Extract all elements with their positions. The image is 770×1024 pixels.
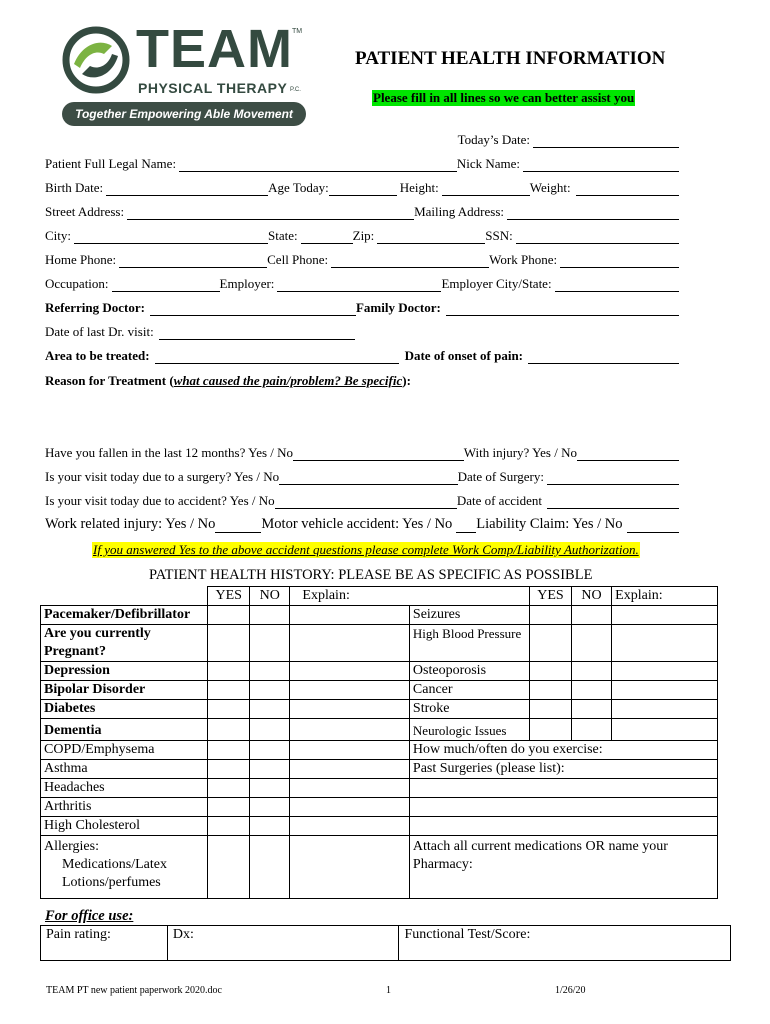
yes-header-right: YES	[530, 587, 572, 606]
explain-cell[interactable]	[290, 798, 410, 817]
medications-label[interactable]: Attach all current medications OR name your Pharmacy:	[409, 836, 717, 899]
row-fallen	[45, 443, 679, 461]
fallen-field[interactable]	[293, 447, 464, 461]
condition-label: High Cholesterol	[41, 817, 208, 836]
condition-label: Neurologic Issues	[409, 719, 529, 741]
last-visit-field[interactable]	[159, 326, 355, 340]
home-phone-field[interactable]	[119, 254, 267, 268]
date-surgery-label: Date of Surgery:	[457, 469, 544, 484]
explain-cell[interactable]	[290, 779, 410, 798]
todays-date-field[interactable]	[533, 134, 679, 148]
injury-field[interactable]	[577, 447, 679, 461]
explain-cell[interactable]	[612, 625, 718, 662]
birth-date-label: Birth Date:	[45, 180, 104, 195]
condition-label: Are you currently Pregnant?	[41, 625, 208, 662]
functional-label[interactable]: Functional Test/Score:	[399, 926, 731, 961]
surgery-line[interactable]	[409, 779, 717, 798]
yes-cell[interactable]	[530, 625, 572, 662]
condition-label: Diabetes	[41, 700, 208, 719]
height-field[interactable]	[442, 182, 530, 196]
onset-field[interactable]	[528, 350, 679, 364]
allergies-cell	[41, 836, 208, 899]
table-row	[41, 741, 718, 760]
exercise-label[interactable]: How much/often do you exercise:	[409, 741, 717, 760]
condition-label: Dementia	[41, 719, 208, 741]
condition-label: Headaches	[41, 779, 208, 798]
date-accident-field[interactable]	[547, 495, 679, 509]
no-cell[interactable]	[250, 817, 290, 836]
row-area	[45, 346, 679, 364]
condition-label: Pacemaker/Defibrillator	[41, 606, 208, 625]
date-surgery-field[interactable]	[547, 471, 679, 485]
table-row	[41, 798, 718, 817]
age-field[interactable]	[329, 182, 397, 196]
ssn-label: SSN:	[485, 228, 513, 243]
yes-cell[interactable]	[208, 700, 250, 719]
todays-date-label: Today’s Date:	[457, 132, 530, 147]
row-phone	[45, 250, 679, 268]
table-row	[41, 625, 718, 662]
footer-doc: TEAM PT new patient paperwork 2020.doc	[46, 985, 222, 996]
condition-label: Asthma	[41, 760, 208, 779]
motor-vehicle-label: Motor vehicle accident: Yes / No	[261, 516, 453, 532]
home-phone-label: Home Phone:	[45, 252, 117, 267]
yes-cell[interactable]	[208, 741, 250, 760]
table-row	[41, 700, 718, 719]
table-row	[41, 662, 718, 681]
office-table	[40, 925, 731, 961]
employer-field[interactable]	[277, 278, 441, 292]
explain-cell[interactable]	[612, 681, 718, 700]
row-address	[45, 202, 679, 220]
yes-cell[interactable]	[208, 760, 250, 779]
table-row	[41, 836, 718, 899]
liability-label: Liability Claim: Yes / No	[476, 516, 623, 532]
ssn-field[interactable]	[516, 230, 679, 244]
area-treated-field[interactable]	[155, 350, 399, 364]
no-cell[interactable]	[250, 700, 290, 719]
yes-cell[interactable]	[208, 662, 250, 681]
liability-field[interactable]	[627, 519, 679, 533]
weight-field[interactable]	[576, 182, 679, 196]
page-title: PATIENT HEALTH INFORMATION	[355, 48, 666, 69]
surgery-label: Is your visit today due to a surgery? Yes / No	[45, 469, 280, 484]
reason-label: Reason for Treatment (	[45, 373, 174, 388]
yes-cell[interactable]	[530, 606, 572, 625]
condition-label: Depression	[41, 662, 208, 681]
no-cell[interactable]	[250, 606, 290, 625]
zip-label: Zip:	[352, 228, 375, 243]
yes-cell[interactable]	[208, 719, 250, 741]
work-injury-label: Work related injury: Yes / No	[45, 516, 216, 532]
state-field[interactable]	[301, 230, 353, 244]
allergies-lotions: Lotions/perfumes	[62, 875, 161, 890]
mailing-address-label: Mailing Address:	[414, 204, 504, 219]
row-name	[45, 154, 679, 172]
height-label: Height:	[399, 180, 439, 195]
footer-page: 1	[386, 985, 391, 996]
no-cell[interactable]	[250, 662, 290, 681]
no-cell[interactable]	[250, 836, 290, 899]
accident-note: If you answered Yes to the above accident questions please complete Work Comp/Liability Authorization.	[93, 542, 639, 557]
table-row	[41, 719, 718, 741]
no-cell[interactable]	[250, 719, 290, 741]
row-occupation	[45, 274, 679, 292]
yes-cell[interactable]	[208, 836, 250, 899]
zip-field[interactable]	[377, 230, 485, 244]
area-treated-label: Area to be treated:	[45, 348, 150, 363]
family-doctor-field[interactable]	[446, 302, 679, 316]
injury-label: With injury? Yes / No	[463, 445, 577, 460]
employer-label: Employer:	[219, 276, 275, 291]
no-header-right: NO	[571, 587, 611, 606]
footer-date: 1/26/20	[555, 985, 586, 996]
table-row	[41, 606, 718, 625]
surgery-line[interactable]	[409, 798, 717, 817]
date-accident-label: Date of accident	[456, 493, 542, 508]
yes-cell[interactable]	[208, 625, 250, 662]
yes-cell[interactable]	[530, 700, 572, 719]
row-last-visit	[45, 322, 679, 340]
condition-label: COPD/Emphysema	[41, 741, 208, 760]
allergies-medications: Medications/Latex	[62, 857, 167, 872]
yes-cell[interactable]	[530, 719, 572, 741]
table-row	[41, 817, 718, 836]
no-cell[interactable]	[250, 798, 290, 817]
cell-phone-field[interactable]	[331, 254, 489, 268]
condition-label: Arthritis	[41, 798, 208, 817]
street-address-field[interactable]	[127, 206, 414, 220]
explain-cell[interactable]	[290, 741, 410, 760]
city-label: City:	[45, 228, 72, 243]
condition-label: Osteoporosis	[409, 662, 529, 681]
no-cell[interactable]	[250, 779, 290, 798]
explain-cell[interactable]	[290, 817, 410, 836]
fallen-label: Have you fallen in the last 12 months? Yes / No	[45, 445, 294, 460]
no-cell[interactable]	[571, 719, 611, 741]
no-cell[interactable]	[250, 760, 290, 779]
city-field[interactable]	[74, 230, 268, 244]
occupation-label: Occupation:	[45, 276, 109, 291]
yes-cell[interactable]	[208, 779, 250, 798]
row-reason	[45, 371, 679, 389]
explain-cell[interactable]	[290, 700, 410, 719]
no-cell[interactable]	[571, 700, 611, 719]
surgery-line[interactable]	[409, 817, 717, 836]
explain-header-right: Explain:	[612, 587, 718, 606]
condition-label: High Blood Pressure	[409, 625, 529, 662]
no-cell[interactable]	[571, 625, 611, 662]
past-surgeries-label[interactable]: Past Surgeries (please list):	[409, 760, 717, 779]
row-surgery	[45, 467, 679, 485]
history-table	[40, 586, 718, 899]
cell-phone-label: Cell Phone:	[267, 252, 329, 267]
condition-label: Seizures	[409, 606, 529, 625]
explain-cell[interactable]	[290, 760, 410, 779]
explain-cell[interactable]	[290, 606, 410, 625]
explain-header-left: Explain:	[290, 587, 410, 606]
table-row	[41, 926, 731, 961]
birth-date-field[interactable]	[106, 182, 268, 196]
accident-label: Is your visit today due to accident? Yes / No	[45, 493, 275, 508]
last-visit-label: Date of last Dr. visit:	[45, 324, 154, 339]
referring-doctor-field[interactable]	[150, 302, 356, 316]
logo-pc: P.C.	[290, 87, 301, 93]
yes-cell[interactable]	[208, 798, 250, 817]
explain-cell[interactable]	[612, 662, 718, 681]
row-todays-date	[45, 130, 679, 148]
yes-header: YES	[208, 587, 250, 606]
reason-end: ):	[402, 373, 411, 388]
family-doctor-label: Family Doctor:	[355, 300, 441, 315]
yes-cell[interactable]	[530, 681, 572, 700]
yes-cell[interactable]	[208, 681, 250, 700]
yes-cell[interactable]	[208, 606, 250, 625]
no-cell[interactable]	[250, 681, 290, 700]
work-phone-field[interactable]	[560, 254, 679, 268]
row-city	[45, 226, 679, 244]
table-row	[41, 779, 718, 798]
office-use-label: For office use:	[45, 908, 134, 924]
occupation-field[interactable]	[112, 278, 220, 292]
no-cell[interactable]	[250, 741, 290, 760]
no-cell[interactable]	[571, 681, 611, 700]
explain-cell[interactable]	[612, 700, 718, 719]
table-row	[41, 587, 718, 606]
street-address-label: Street Address:	[45, 204, 125, 219]
explain-cell[interactable]	[612, 606, 718, 625]
logo-tagline: Together Empowering Able Movement	[62, 102, 306, 126]
row-work-injury	[45, 515, 679, 533]
explain-cell[interactable]	[290, 719, 410, 741]
full-name-label: Patient Full Legal Name:	[45, 156, 177, 171]
condition-label: Stroke	[409, 700, 529, 719]
no-cell[interactable]	[571, 606, 611, 625]
nick-name-label: Nick Name:	[456, 156, 520, 171]
condition-label: Bipolar Disorder	[41, 681, 208, 700]
state-label: State:	[268, 228, 298, 243]
explain-cell[interactable]	[290, 625, 410, 662]
history-title: PATIENT HEALTH HISTORY: PLEASE BE AS SPECIFIC AS POSSIBLE	[149, 567, 593, 583]
explain-cell[interactable]	[290, 662, 410, 681]
mailing-address-field[interactable]	[507, 206, 679, 220]
no-header: NO	[250, 587, 290, 606]
work-phone-label: Work Phone:	[489, 252, 558, 267]
no-cell[interactable]	[250, 625, 290, 662]
reason-emphasis: what caused the pain/problem? Be specific	[173, 373, 403, 388]
explain-cell[interactable]	[290, 836, 410, 899]
dx-label[interactable]: Dx:	[167, 926, 399, 961]
onset-label: Date of onset of pain:	[404, 348, 524, 363]
instruction-text: Please fill in all lines so we can better assist you	[373, 90, 635, 105]
logo-brand: TEAM	[136, 19, 293, 79]
explain-cell[interactable]	[612, 719, 718, 741]
row-accident	[45, 491, 679, 509]
age-label: Age Today:	[268, 180, 329, 195]
table-row	[41, 760, 718, 779]
nick-name-field[interactable]	[523, 158, 679, 172]
pain-rating-label[interactable]: Pain rating:	[41, 926, 168, 961]
no-cell[interactable]	[571, 662, 611, 681]
motor-vehicle-field[interactable]	[456, 519, 476, 533]
weight-label: Weight:	[529, 180, 571, 195]
accident-field[interactable]	[275, 495, 457, 509]
employer-city-field[interactable]	[555, 278, 679, 292]
row-birth	[45, 178, 679, 196]
full-name-field[interactable]	[179, 158, 457, 172]
table-row	[41, 681, 718, 700]
condition-label: Cancer	[409, 681, 529, 700]
work-injury-field[interactable]	[215, 519, 261, 533]
allergies-label: Allergies:	[44, 839, 99, 854]
employer-city-label: Employer City/State:	[441, 276, 552, 291]
yes-cell[interactable]	[530, 662, 572, 681]
surgery-field[interactable]	[279, 471, 457, 485]
explain-cell[interactable]	[290, 681, 410, 700]
row-doctors	[45, 298, 679, 316]
yes-cell[interactable]	[208, 817, 250, 836]
referring-doctor-label: Referring Doctor:	[45, 300, 145, 315]
logo	[60, 19, 310, 126]
logo-subtitle: PHYSICAL THERAPY	[138, 80, 288, 96]
logo-tm: TM	[292, 28, 303, 35]
logo-hands-icon	[60, 24, 132, 96]
